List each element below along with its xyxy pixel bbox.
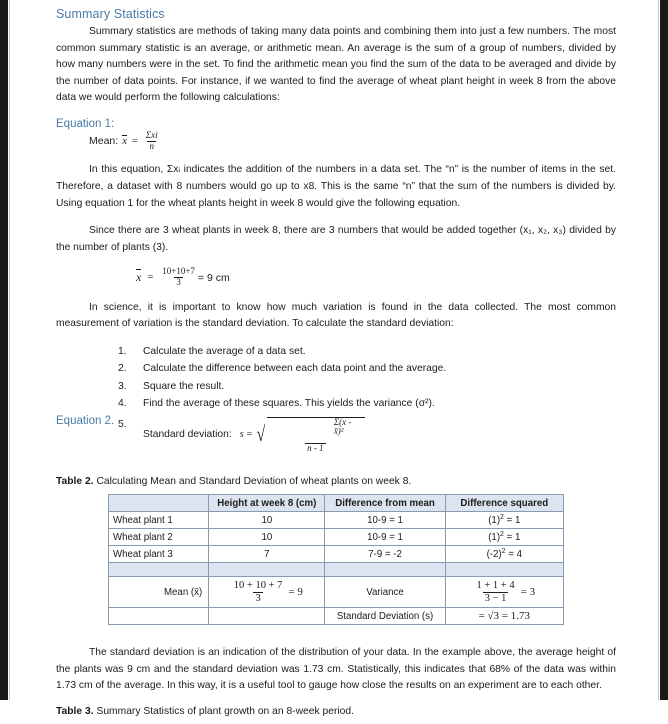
equation-1-numerator: Σxi <box>145 129 158 140</box>
mean-calculation <box>209 577 325 608</box>
row-difference: 10-9 = 1 <box>325 512 445 529</box>
sd-formula-equals: = <box>246 428 253 440</box>
paragraph-variation <box>56 300 616 333</box>
mean-example-numerator: 10+10+7 <box>162 266 195 277</box>
table-header-row <box>109 495 564 512</box>
variance-fraction <box>475 580 517 604</box>
row-label: Wheat plant 2 <box>109 529 209 546</box>
row-squared-base: (1) <box>488 532 501 544</box>
spacer <box>56 625 616 645</box>
step-item <box>56 361 616 377</box>
row-squared <box>445 529 563 546</box>
table-2-caption <box>56 476 616 487</box>
table-header-cell-difference: Difference from mean <box>325 495 445 512</box>
row-squared-exponent: 2 <box>500 514 504 522</box>
paragraph-closing <box>56 645 616 695</box>
row-squared <box>445 512 563 529</box>
table-3-caption-text: Summary Statistics of plant growth on an 8-week period. <box>96 705 354 717</box>
table-2 <box>108 494 564 625</box>
step-text: Find the average of these squares. This yields the variance (σ²). <box>143 398 435 410</box>
spacer-cell <box>445 563 563 577</box>
mean-example-result: = 9 cm <box>197 271 230 284</box>
table-summary-row-sd <box>109 608 564 625</box>
sd-blank-cell-1 <box>109 608 209 625</box>
row-squared-result: = 1 <box>506 515 521 527</box>
paragraph-three-plants <box>56 223 616 256</box>
step-item <box>56 379 616 395</box>
step-text: Calculate the difference between each data point and the average. <box>143 363 447 375</box>
equation-1-prefix: Mean: <box>89 135 119 148</box>
step-number: 5. <box>118 418 127 430</box>
standard-deviation-steps <box>56 344 616 413</box>
step-number: 3. <box>118 380 127 392</box>
paragraph-intro <box>56 24 616 107</box>
standard-deviation-step-5-list <box>56 414 616 454</box>
sd-formula-lhs: s <box>239 428 244 440</box>
mean-label: Mean (x̄) <box>109 577 209 608</box>
variance-denominator: 3 − 1 <box>484 592 507 604</box>
equation-1 <box>56 131 616 151</box>
equation-2-label: Equation 2. <box>56 414 115 427</box>
step-number: 4. <box>118 398 127 410</box>
variance-numerator: 1 + 1 + 4 <box>476 580 515 592</box>
spacer-cell <box>109 563 209 577</box>
sd-fraction <box>270 418 361 454</box>
variance-result: = 3 <box>520 586 536 599</box>
row-squared-base: (-2) <box>486 549 502 561</box>
page-right-rule <box>658 0 659 700</box>
paragraph-after-eq1-text: In this equation, Σxᵢ indicates the addition of the numbers in a data set. The “n” is the number of items in the set. Therefore, a dataset with 8 numbers would go up to x8. This is the same “n” that the sum of the numbers is divided by. Using equation 1 for the wheat plants height in week 8 would give the following equation. <box>56 164 616 209</box>
row-label: Wheat plant 3 <box>109 546 209 563</box>
mean-example-equals: = <box>147 272 154 284</box>
step-text: Square the result. <box>143 380 225 392</box>
equation-1-label: Equation 1: <box>56 117 115 130</box>
step-item <box>56 414 616 454</box>
table-2-head <box>109 495 564 512</box>
equation-1-denominator: n <box>149 140 154 151</box>
table-header-cell-blank <box>109 495 209 512</box>
table-2-body <box>109 512 564 625</box>
spacer-cell <box>209 563 325 577</box>
page-left-rule <box>9 0 10 700</box>
standard-deviation-label: Standard Deviation (s) <box>325 608 445 625</box>
paragraph-variation-text: In science, it is important to know how much variation is found in the data collected. The most common measurement of variation is the standard deviation. To calculate the standard deviation: <box>56 301 616 330</box>
page-right-edge <box>660 0 668 700</box>
equation-1-lhs: x <box>122 135 127 147</box>
table-row <box>109 546 564 563</box>
row-label: Wheat plant 1 <box>109 512 209 529</box>
table-3-caption-label: Table 3. <box>56 705 94 717</box>
row-squared-base: (1) <box>488 515 501 527</box>
table-2-caption-text: Calculating Mean and Standard Deviation of wheat plants on week 8. <box>96 476 412 488</box>
mean-example-lhs: x <box>136 270 142 285</box>
row-squared-exponent: 2 <box>501 548 506 556</box>
sqrt-symbol-glyph: √ <box>256 422 266 447</box>
step-number: 1. <box>118 346 127 357</box>
mean-example-fraction <box>160 267 197 287</box>
paragraph-three-plants-text: Since there are 3 wheat plants in week 8, there are 3 numbers that would be added together (x₁, x₂, x₃) divided by the number of plants (3). <box>56 225 616 253</box>
page-left-edge <box>0 0 8 700</box>
table-3-caption <box>56 706 616 717</box>
mean-example-denominator: 3 <box>176 277 181 288</box>
row-height: 10 <box>209 529 325 546</box>
sqrt-radicand <box>267 417 365 454</box>
sqrt-icon <box>255 417 365 454</box>
row-squared-exponent: 2 <box>500 531 504 539</box>
sd-blank-cell-2 <box>209 608 325 625</box>
row-difference: 7-9 = -2 <box>325 546 445 563</box>
sd-numerator: Σ(x - x̄)² <box>333 416 352 437</box>
section-heading: Summary Statistics <box>56 7 165 21</box>
standard-deviation-value: = √3 = 1.73 <box>445 608 563 625</box>
mean-denominator: 3 <box>255 592 261 604</box>
step-text: Calculate the average of a data set. <box>143 346 306 357</box>
table-header-cell-height: Height at week 8 (cm) <box>209 495 325 512</box>
row-height: 7 <box>209 546 325 563</box>
step5-label: Standard deviation: <box>143 428 232 440</box>
row-squared-result: = 4 <box>508 549 522 561</box>
step-item <box>56 396 616 412</box>
table-summary-row-mean <box>109 577 564 608</box>
page-content <box>56 0 616 724</box>
equation-1-equals: = <box>131 135 138 147</box>
standard-deviation-formula <box>240 417 365 454</box>
table-row <box>109 529 564 546</box>
equation-1-fraction <box>144 131 160 151</box>
mean-fraction <box>232 580 285 604</box>
variance-calculation <box>445 577 563 608</box>
spacer-cell <box>325 563 445 577</box>
variance-calculation-inner <box>450 580 559 604</box>
variance-label: Variance <box>325 577 445 608</box>
paragraph-intro-text: Summary statistics are methods of taking many data points and combining them into just a few numbers. The most common summary statistic is an average, or arithmetic mean. An average is the sum of a group of numbers, divided by how many numbers were in the set. To find the arithmetic mean you find the sum of the data to be averaged and divide by the number of data points. For instance, if we wanted to find the average of wheat plant height in week 8 from the above data we would perform the following calculations: <box>56 26 616 104</box>
step-number: 2. <box>118 363 127 375</box>
table-2-caption-label: Table 2. <box>56 476 94 488</box>
paragraph-after-equation-1 <box>56 162 616 212</box>
step-text-with-formula <box>143 417 616 454</box>
table-header-cell-squared: Difference squared <box>445 495 563 512</box>
row-difference: 10-9 = 1 <box>325 529 445 546</box>
row-squared-result: = 1 <box>506 532 521 544</box>
table-spacer-row <box>109 563 564 577</box>
row-squared <box>445 546 563 563</box>
step-item <box>56 344 616 360</box>
row-height: 10 <box>209 512 325 529</box>
mean-example-equation <box>56 267 616 287</box>
mean-numerator: 10 + 10 + 7 <box>233 580 283 592</box>
paragraph-closing-text: The standard deviation is an indication of the distribution of your data. In the example above, the average height of the plants was 9 cm and the standard deviation was 1.73 cm. Statistically, this indicates that 68% of the data was within 1.73 cm of the average. In this way, it is a useful tool to gauge how close the results on an experiment are to each other. <box>56 647 616 692</box>
spacer <box>56 454 616 476</box>
table-row <box>109 512 564 529</box>
mean-calculation-inner <box>213 580 320 604</box>
sd-denominator: n - 1 <box>307 442 324 453</box>
mean-result: = 9 <box>288 586 303 599</box>
